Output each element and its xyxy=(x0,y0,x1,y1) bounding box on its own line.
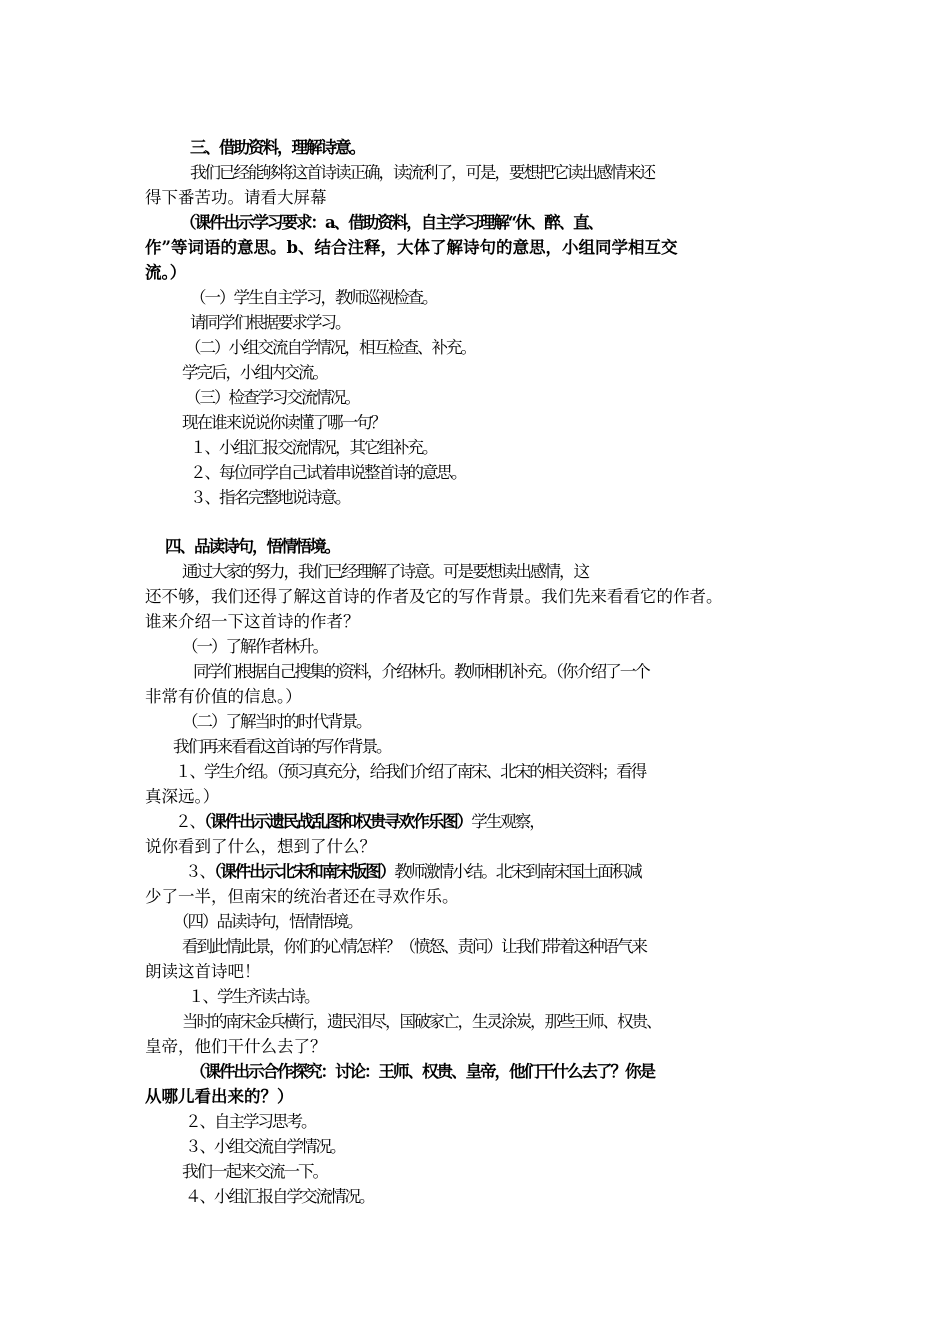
paragraph: 说你看到了什么，想到了什么？ xyxy=(145,837,376,856)
courseware-instruction: （课件出示合作探究：讨论：王师、权贵、皇帝，他们干什么去了？你是 xyxy=(190,1062,654,1081)
courseware-instruction: （课件出示遗民战乱图和权贵寻欢作乐图） xyxy=(204,812,472,831)
paragraph: 还不够，我们还得了解这首诗的作者及它的写作背景。我们先来看看它的作者。 xyxy=(145,587,723,606)
paragraph: 少了一半，但南宋的统治者还在寻欢作乐。 xyxy=(145,887,459,906)
list-item: ３、指名完整地说诗意。 xyxy=(190,488,350,507)
section-heading-3: 三、借助资料，理解诗意。 xyxy=(190,138,364,157)
sub-heading: （三）检查学习交流情况。 xyxy=(185,388,359,407)
list-item: ２、自主学习思考。 xyxy=(185,1112,316,1131)
list-item: ４、小组汇报自学交流情况。 xyxy=(185,1187,374,1206)
paragraph: 我们一起来交流一下。 xyxy=(182,1162,327,1181)
list-item: １、学生齐读古诗。 xyxy=(188,987,319,1006)
paragraph: 看到此情此景，你们的心情怎样？（愤怒、责问）让我们带着这种语气来 xyxy=(182,937,646,956)
document-body xyxy=(145,135,815,1209)
paragraph: 通过大家的努力，我们已经理解了诗意。可是要想读出感情，这 xyxy=(182,562,588,581)
paragraph: 朗读这首诗吧！ xyxy=(145,962,261,981)
paragraph: 皇帝，他们干什么去了？ xyxy=(145,1037,327,1056)
paragraph: 请同学们根据要求学习。 xyxy=(190,313,350,332)
sub-heading: （二）了解当时的时代背景。 xyxy=(182,712,371,731)
list-item xyxy=(185,859,855,884)
list-text: 教师激情小结。北宋到南宋国土面积减 xyxy=(394,862,641,881)
paragraph: 学完后，小组内交流。 xyxy=(182,363,327,382)
list-item: １、学生介绍。（预习真充分，给我们介绍了南宋、北宋的相关资料；看得 xyxy=(175,762,646,781)
courseware-instruction: （课件出示学习要求：a、借助资料，自主学习理解“休、醉、直、 xyxy=(180,213,603,232)
list-item: ２、每位同学自己试着串说整首诗的意思。 xyxy=(190,463,466,482)
paragraph: 谁来介绍一下这首诗的作者？ xyxy=(145,612,360,631)
paragraph: 得下番苦功。请看大屏幕 xyxy=(145,188,327,207)
paragraph: 我们再来看看这首诗的写作背景。 xyxy=(173,737,391,756)
list-item: １、小组汇报交流情况，其它组补充。 xyxy=(190,438,437,457)
courseware-instruction: 作”等词语的意思。b、结合注释，大体了解诗句的意思，小组同学相互交 xyxy=(145,238,678,257)
courseware-instruction: 从哪儿看出来的？） xyxy=(145,1087,294,1106)
courseware-instruction: （课件出示北宋和南宋版图） xyxy=(214,862,395,881)
section-heading-4: 四、品读诗句，悟情悟境。 xyxy=(165,537,339,556)
paragraph: 现在谁来说说你读懂了哪一句？ xyxy=(182,413,385,432)
paragraph: 真深远。） xyxy=(145,787,220,806)
list-text: 学生观察， xyxy=(471,812,544,831)
paragraph: 非常有价值的信息。） xyxy=(145,687,302,706)
paragraph: 我们已经能够将这首诗读正确，读流利了，可是，要想把它读出感情来还 xyxy=(190,163,654,182)
list-number: ３、 xyxy=(185,862,214,881)
sub-heading: （二）小组交流自学情况，相互检查、补充。 xyxy=(185,338,475,357)
sub-heading: （一）学生自主学习，教师巡视检查。 xyxy=(190,288,437,307)
list-item xyxy=(175,809,845,834)
paragraph: 同学们根据自己搜集的资料，介绍林升。教师相机补充。（你介绍了一个 xyxy=(193,662,649,681)
list-item: ３、小组交流自学情况。 xyxy=(185,1137,345,1156)
sub-heading: （四）品读诗句，悟情悟境。 xyxy=(173,912,362,931)
paragraph: 当时的南宋金兵横行，遗民泪尽，国破家亡，生灵涂炭，那些王师、权贵、 xyxy=(182,1012,661,1031)
courseware-instruction: 流。） xyxy=(145,263,187,282)
sub-heading: （一）了解作者林升。 xyxy=(182,637,327,656)
list-number: ２、 xyxy=(175,812,204,831)
